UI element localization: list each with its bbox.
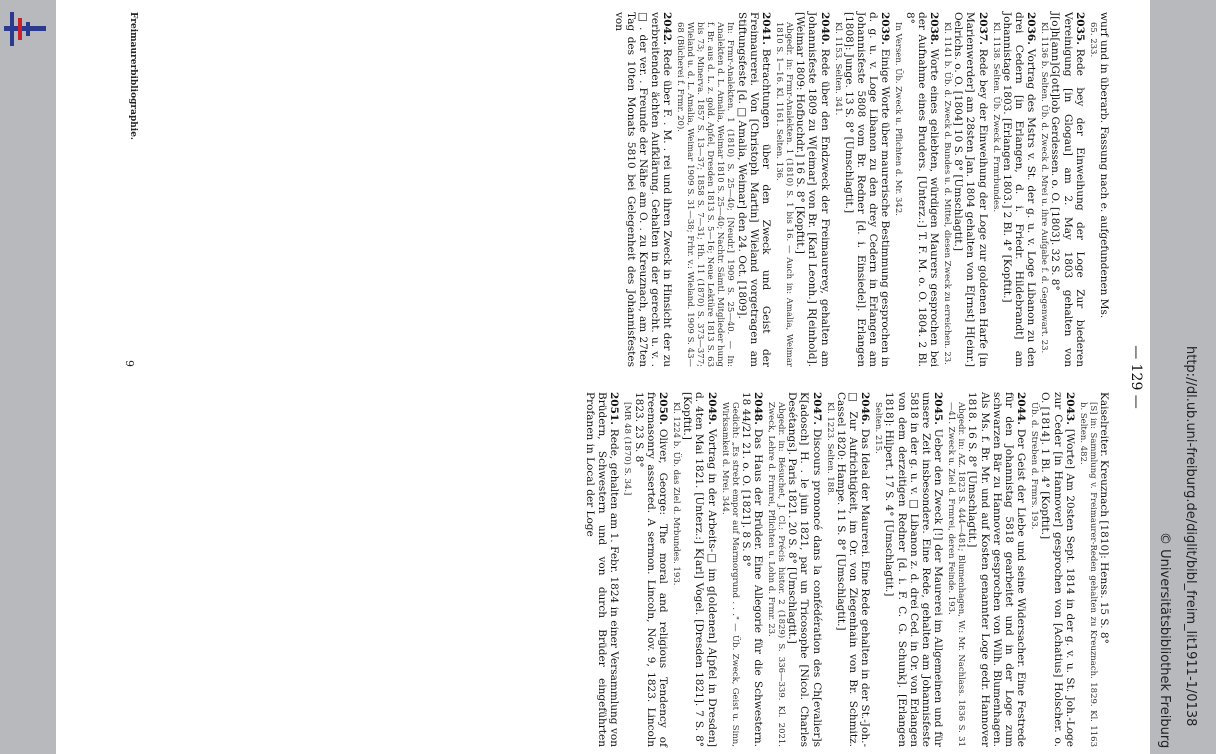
page-number-header: — 129 —	[1128, 345, 1144, 409]
entry-text: Vortrag in der Arbeits-□ im g[oldenen] A[pfel in Dresden] d. 4ten Mai 1821. [Unterz.:] K[arl] Vogel. [Dresden 1821]. 7 S. 8° [Kopftit.]	[681, 392, 718, 747]
document-page	[56, 0, 1150, 754]
entry-number: 2035.	[1073, 12, 1086, 45]
bibliography-entry	[991, 12, 1038, 367]
entry-number: 2040.	[818, 12, 831, 45]
entry-text: Oliver, George: The moral and religious Tendency of freemasonry asserted. A sermon. Lincoln, Nov. 9, 1823. Lincoln 1823. 23 S. 8°	[632, 392, 669, 747]
entry-text: Rede über F. . M. . rei und ihren Zweck in Hinsicht der zu verbreitenden ächten Aufklärung. Gehalten in der gerecht. u. v. . □ . der ver. . Freunde der Nähe am O. . zu Kreuznach, am 27ten Tag des 10ten Monats 5810 bei Gelegenheit des Johannisfestes von	[612, 12, 674, 367]
entry-number: 2041.	[759, 12, 772, 45]
entry-annotation: Kl. 1141 b. Üb. d. Zweck d. Bundes u. d. Mittel, diesen Zweck zu erreichen. 23.	[941, 22, 952, 365]
bibliography-entry	[622, 392, 669, 747]
entry-text: Rede bey der Einweihung der Loge Zur biederen Vereinigung [in Glogau] am 2. May 1803 gehalten von J[o]h[ann]G[ott]lob Gerdessen. o. O. [1803]. 32 S. 8°	[1049, 12, 1086, 367]
entry-number: 2036.	[1025, 12, 1038, 45]
entry-annotation: [MR 48 (1870) S. 34.]	[622, 402, 633, 496]
entry-annotation: In: Frmr-Analekten. 1 (1810) S. 25—40; [Neudr.] 1909 S. 25—40. — In: Analekten d. L. Amalia, Weimar 1810 S. 25—40; Nachtr. Sämtl. Mitglieder hung f. Br. aus d. L. z. gold. Apfel, Dresden 1813 S. 5—16; Neue Lektüre 1813 S. 63 bis 73; Minerva. 1857 S. 13—37; 1858 S. 7—31; Hh. 11 (1870) S. 373—377; Wieland u. d. L. Amalia, Weimar 1909 S. 31—38; Frhr. v.: Wieland. 1909 S. 43—68 (Bücherei f. Frmr. 20).	[675, 22, 736, 367]
entry-text: Rede über den Endzweck der Freimaurerey, gehalten am Johannisfeste 1809 zu W[eimar] von Br. [Karl Leonh.] R[einhold]. [Weimar 1809: Hofbuchdr.] 16 S. 8° [Kopftit.]	[794, 12, 831, 367]
bibliography-entry	[675, 12, 772, 367]
left-column	[610, 12, 1110, 367]
entry-number: 2045.	[932, 392, 945, 425]
entry-number: 2048.	[751, 392, 764, 425]
bibliography-entry	[766, 392, 823, 747]
entry-text: Der Geist der Liebe und seine Widersacher. Eine Festrede für den Johannistag 5818 gearbeitet und in der Loge zum schwarzen Bär zu Hannover gesprochen von Wilh. Blumenhagen. Als Ms. f. Br. Mr. und auf Kosten genannter Loge gedr. Hannover 1818. 16 S. 8° [Umschlagtit.]	[966, 392, 1028, 747]
entry-text: [Worte] Am 20sten Sept. 1814 in der g. v. u. St. Joh.-Loge zur Ceder [in Hannover] gesprochen von [Achatius] Holscher. o. O. [1814]. 1 Bl. 4° [Kopftit.]	[1039, 392, 1076, 747]
entry-annotation: Kl. 1224 b. Üb. das Ziel d. Mrbundes. 193.	[670, 402, 681, 586]
source-url[interactable]: http://dl.ub.uni-freiburg.de/diglit/bibl_freim_lit1911-1/0138	[1183, 346, 1198, 727]
bibliography-entry	[584, 392, 621, 747]
bibliography-entry	[873, 392, 944, 747]
entry-annotation: [S] in: Sammlung v. Freimaurer-Reden gehalten zu Kreuznach. 1829. Kl. 1163 b. Selten. 482.	[1077, 402, 1098, 747]
entry-annotation: Abgedr. in: AZ. 1823 S. 444—481; Blumenhagen, W.: Mr. Nachlass. 1836 S. 31—41. Zweck u. Ziel d. Frmrei, deren Feinde. 193.	[946, 402, 967, 747]
right-margin	[1150, 0, 1216, 754]
entry-text: Vortrag des Mstrs v. St. der g. u. v. Loge Libanon zu den drei Cedern [in Erlangen, d. i. Friedr. Hildebrandt] am Johannistage 1803. [Erlangen 1803.] 2 Bl. 4° [Kopftit.]	[1000, 12, 1038, 367]
entry-number: 2049.	[705, 392, 718, 425]
rotated-scan	[110, 0, 1150, 754]
entry-number: 2039.	[879, 12, 892, 45]
entry-annotation: Kl. 1136 b. Selten. Üb. d. Zweck d. Mrei u. ihre Aufgabe f. d. Gegenwart. 23.	[1039, 22, 1050, 354]
entry-text: Discours prononcé dans la confédération des Ch[evalier]s K[adosch] H. . le juin 1821, par un Tricosophe [Nicol. Charles Desétangs]. Paris 1821. 20 S. 8° [Umschlagtit.]	[786, 392, 823, 747]
library-logo-icon	[4, 10, 46, 48]
entry-annotation: Kl. 1138. Selten. Üb. Zweck d. Frmrbundes.	[990, 22, 1001, 213]
bibliography-entry	[774, 12, 831, 367]
bibliography-entry	[612, 12, 673, 367]
entry-annotation: Gedicht: „Es strebt empor auf Marmorgrund . . ." — Üb. Zweck, Geist u. Sinn, Wirksamkeit d. Mrei. 344.	[719, 402, 740, 747]
bibliography-entry	[825, 392, 872, 747]
entry-text: Betrachtungen über den Zweck und Geist der Freimaurerei. Von [Christoph Martin] Wieland vorgetragen am Stiftungsfeste [d. □ Amalia, Weimar] den 24. Oct. [1809].	[735, 12, 772, 367]
entry-number: 2051.	[608, 392, 621, 425]
entry-text: wurf und in überarb. Fassung nach e. aufgefundenen Ms.	[1098, 12, 1110, 319]
bibliography-entry	[942, 12, 989, 367]
entry-number: 2037.	[976, 12, 989, 45]
footer-signature: Freimaurerbibliographie.	[128, 12, 138, 141]
right-column	[582, 392, 1110, 747]
bibliography-entry	[893, 12, 940, 367]
bibliography-entry	[1039, 12, 1086, 367]
footer-sheet-number: 9	[123, 360, 136, 367]
bibliography-entry	[946, 392, 1027, 747]
entry-text: Das Haus der Brüder. Eine Allegorie für die Schwestern. 18 44/21 21. o. O. [1821]. 8 S. 8°	[739, 392, 764, 747]
entry-number: 2038.	[927, 12, 940, 45]
entry-annotation: Selten. 215.	[873, 402, 884, 454]
entry-text: Rede bey der Einweihung der Loge zur goldenen Harfe [in Marienwerder] am 28sten Jan. 1804 gehalten von E[rnst] H[einr.] Oelrichs. o. O. [1804] 10 S. 8° [Umschlagtit.]	[952, 12, 989, 367]
entry-number: 2044.	[1015, 392, 1028, 425]
entry-number: 2042.	[661, 12, 674, 45]
entry-number: 2050.	[656, 392, 669, 425]
entry-text: Ueber den Zweck [!] der Maurerei im Allgemeinen und für unsere Zeit insbesondere. Eine Rede, gehalten am Johannisfeste 5818 in der g. u. v. □ Libanon z. d. drei Ced. in Or. von Erlangen von dem derzeitigen Redner [d. i. F. C. G. Schunk]. [Erlangen 1818]: Hilpert. 17 S. 4° [Umschlagtit.]	[883, 392, 945, 747]
bibliography-entry	[1078, 392, 1110, 747]
bibliography-entry	[671, 392, 718, 747]
entry-text: Das Ideal der Maurerei. Eine Rede gehalten in der St.-Joh.-□ Zur Aufrichtigkeit, im Or. von Ziegenhain von Br. Schmitz. Cassel 1820: Hampe. 11 S. 8° [Umschlagtit.]	[834, 392, 872, 747]
bibliography-entry	[1029, 392, 1076, 747]
entry-annotation: Kl. 1223. Selten. 188.	[824, 402, 835, 496]
entry-text: Rede, gehalten am 1. Febr. 1824 in einer Versammlung von Brüdern, Schwestern und von durch Brüder eingeführten Profanen in Local der Loge	[583, 392, 621, 747]
entry-annotation: Üb. d. Streben d. Frmrs. 193.	[1029, 402, 1040, 530]
entry-number: 2046.	[859, 392, 872, 425]
entry-text: Einige Worte über maurerische Bestimmung gesprochen in d. g. u. v. Loge Libanon zu den drey Cedern in Erlangen am Johannisfeste 5808 vom Br. Redner [d. i. Einsiedel]. Erlangen [1808]: Junge. 13 S. 8° [Umschlagtit.]	[842, 12, 892, 367]
bibliography-entry	[833, 12, 892, 367]
entry-text: Worte eines geliebten, würdigen Maurers gesprochen bei der Aufnahme eines Bruders. [Unterz.:] T. F. M. o. O. 1804. 2 Bl. 8°	[903, 12, 940, 367]
entry-annotation: 65. 233.	[1087, 22, 1098, 58]
entry-annotation: Abgedr. in: Bésuchet, J. Cl.: Précis histor. 2 (1829) S. 336—339. Kl. 2021. Zweck, Lehre d. Frmrei, Pflichten u. Lohn d. Frmr. 23.	[765, 402, 786, 747]
entry-text: Kaiselreiter. Kreuznach [1810]: Henss. 15 S. 8°	[1098, 392, 1110, 644]
bibliography-entry	[1088, 12, 1110, 367]
entry-annotation: Kl. 1153. Selten. 341.	[832, 22, 843, 116]
bibliography-entry	[720, 392, 764, 747]
entry-number: 2043.	[1063, 392, 1076, 425]
entry-annotation: Abgedr. in: Frmr-Analekten. 1 (1810) S. 1 bis 16. — Auch in: Amalia, Weimar 1810 S. 1—16. Kl. 1161. Selten. 136.	[773, 22, 794, 367]
entry-number: 2047.	[810, 392, 823, 425]
copyright-notice: © Universitätsbibliothek Freiburg	[1157, 532, 1172, 749]
left-margin	[0, 0, 56, 754]
entry-annotation: In Versen. Üb. Zweck u. Pflichten d. Mr. 342.	[893, 22, 904, 216]
